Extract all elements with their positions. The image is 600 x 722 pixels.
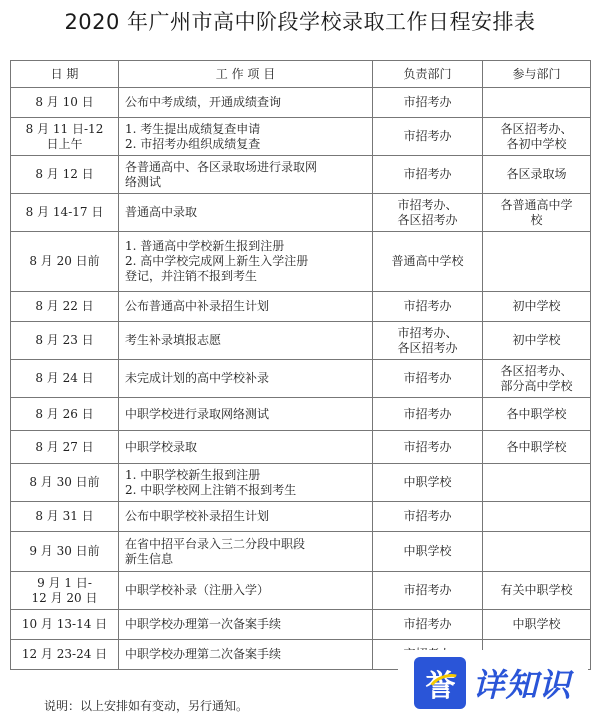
item-cell-line: 2. 市招考办组织成绩复查	[125, 136, 261, 151]
date-cell-line: 8 月 10 日	[35, 95, 94, 109]
date-cell-line: 8 月 11 日-12	[25, 121, 104, 136]
responsible-cell-line: 市招考办、	[397, 325, 458, 340]
item-cell-line: 2. 中职学校网上注销不报到考生	[125, 482, 297, 497]
item-cell-line: 在省中招平台录入三二分段中职段	[125, 536, 306, 551]
item-cell	[119, 360, 373, 398]
item-cell-line: 1. 中职学校新生报到注册	[125, 467, 261, 482]
participating-cell-line: 中职学校	[512, 617, 561, 631]
responsible-cell-line: 中职学校	[403, 475, 452, 489]
item-cell-line: 中职学校补录（注册入学）	[125, 583, 270, 597]
participating-cell-line: 有关中职学校	[500, 583, 573, 597]
item-cell-line: 登记，并注销不报到考生	[125, 269, 258, 283]
responsible-cell-line: 市招考办	[403, 167, 452, 181]
responsible-cell	[373, 118, 483, 156]
responsible-cell	[373, 532, 483, 572]
date-cell	[11, 232, 119, 292]
table-row	[11, 156, 591, 194]
table-row	[11, 360, 591, 398]
participating-cell-line: 初中学校	[512, 333, 561, 347]
participating-cell	[483, 360, 591, 398]
table-row	[11, 610, 591, 640]
item-cell	[119, 640, 373, 670]
participating-cell	[483, 292, 591, 322]
header-participating: 参与部门	[483, 61, 591, 88]
item-cell-line: 各普通高中、各区录取场进行录取网	[125, 159, 318, 174]
item-cell-line: 2. 高中学校完成网上新生入学注册	[125, 254, 309, 268]
date-cell-line: 12 月 23-24 日	[21, 647, 108, 661]
date-cell-line: 8 月 22 日	[35, 299, 94, 313]
date-cell-line: 8 月 20 日前	[29, 254, 100, 268]
date-cell-line: 8 月 24 日	[35, 371, 94, 385]
responsible-cell	[373, 194, 483, 232]
item-cell	[119, 502, 373, 532]
item-cell-line: 公布普通高中补录招生计划	[125, 299, 270, 313]
responsible-cell-line: 市招考办	[403, 299, 452, 313]
responsible-cell-line: 普通高中学校	[391, 254, 464, 268]
responsible-cell-line: 市招考办	[403, 129, 452, 143]
date-cell	[11, 322, 119, 360]
table-row	[11, 532, 591, 572]
participating-cell	[483, 156, 591, 194]
item-cell-line: 中职学校录取	[125, 439, 198, 454]
watermark-logo-icon: 誉	[414, 657, 466, 709]
item-cell	[119, 322, 373, 360]
item-cell	[119, 156, 373, 194]
date-cell-line: 8 月 27 日	[35, 439, 94, 454]
footnote: 说明：以上安排如有变动，另行通知。	[44, 699, 249, 713]
responsible-cell	[373, 464, 483, 502]
responsible-cell	[373, 156, 483, 194]
participating-cell	[483, 610, 591, 640]
item-cell-line: 中职学校办理第一次备案手续	[125, 617, 282, 631]
date-cell	[11, 156, 119, 194]
date-cell	[11, 572, 119, 610]
participating-cell	[483, 398, 591, 431]
table-row	[11, 502, 591, 532]
table-row	[11, 322, 591, 360]
header-responsible: 负责部门	[373, 61, 483, 88]
participating-cell	[483, 532, 591, 572]
responsible-cell-line: 各区招考办	[397, 212, 458, 227]
responsible-cell	[373, 398, 483, 431]
responsible-cell-line: 中职学校	[403, 544, 452, 558]
participating-cell	[483, 118, 591, 156]
date-cell-line: 8 月 26 日	[35, 406, 94, 421]
participating-cell-line: 校	[530, 212, 543, 227]
responsible-cell-line: 各区招考办	[397, 340, 458, 355]
item-cell	[119, 118, 373, 156]
date-cell	[11, 502, 119, 532]
participating-cell-line: 初中学校	[512, 299, 561, 313]
item-cell-line: 中职学校进行录取网络测试	[125, 406, 270, 421]
responsible-cell-line: 市招考办	[403, 509, 452, 523]
participating-cell	[483, 194, 591, 232]
date-cell	[11, 118, 119, 156]
item-cell	[119, 572, 373, 610]
date-cell	[11, 431, 119, 464]
responsible-cell	[373, 232, 483, 292]
participating-cell-line: 各区招考办、	[500, 363, 573, 378]
item-cell-line: 公布中职学校补录招生计划	[125, 509, 270, 523]
responsible-cell-line: 市招考办、	[397, 197, 458, 212]
item-cell	[119, 292, 373, 322]
participating-cell	[483, 322, 591, 360]
table-header-row	[11, 61, 591, 88]
date-cell	[11, 398, 119, 431]
item-cell	[119, 610, 373, 640]
participating-cell-line: 各中职学校	[506, 439, 567, 454]
schedule-table	[10, 60, 591, 670]
date-cell-line: 8 月 30 日前	[29, 475, 100, 489]
participating-cell	[483, 232, 591, 292]
date-cell	[11, 640, 119, 670]
date-cell	[11, 610, 119, 640]
item-cell-line: 1. 考生提出成绩复查申请	[125, 121, 261, 136]
responsible-cell-line: 市招考办	[403, 406, 452, 421]
participating-cell-line: 部分高中学校	[500, 378, 573, 393]
table-row	[11, 118, 591, 156]
responsible-cell-line: 市招考办	[403, 439, 452, 454]
date-cell-line: 10 月 13-14 日	[21, 617, 108, 631]
participating-cell	[483, 502, 591, 532]
responsible-cell-line: 市招考办	[403, 371, 452, 385]
item-cell	[119, 532, 373, 572]
participating-cell	[483, 431, 591, 464]
responsible-cell	[373, 431, 483, 464]
responsible-cell	[373, 88, 483, 118]
table-row	[11, 88, 591, 118]
item-cell	[119, 398, 373, 431]
responsible-cell-line: 市招考办	[403, 617, 452, 631]
item-cell-line: 1. 普通高中学校新生报到注册	[125, 239, 285, 253]
watermark-text: 详知识	[472, 666, 572, 704]
table-row	[11, 572, 591, 610]
header-date: 日 期	[11, 61, 119, 88]
date-cell-line: 8 月 12 日	[35, 167, 94, 181]
table-row	[11, 194, 591, 232]
responsible-cell	[373, 572, 483, 610]
responsible-cell	[373, 502, 483, 532]
responsible-cell	[373, 360, 483, 398]
date-cell	[11, 194, 119, 232]
responsible-cell	[373, 322, 483, 360]
item-cell-line: 络测试	[125, 174, 162, 189]
header-item: 工 作 项 目	[119, 61, 373, 88]
item-cell-line: 考生补录填报志愿	[125, 333, 222, 347]
item-cell	[119, 88, 373, 118]
table-row	[11, 292, 591, 322]
item-cell-line: 新生信息	[125, 551, 174, 566]
item-cell-line: 公布中考成绩，开通成绩查询	[125, 95, 282, 109]
date-cell	[11, 360, 119, 398]
participating-cell-line: 各普通高中学	[500, 197, 573, 212]
watermark	[398, 650, 588, 716]
item-cell-line: 未完成计划的高中学校补录	[125, 371, 270, 385]
item-cell	[119, 194, 373, 232]
page-title: 2020 年广州市高中阶段学校录取工作日程安排表	[64, 10, 536, 34]
item-cell-line: 普通高中录取	[125, 205, 198, 219]
item-cell-line: 中职学校办理第二次备案手续	[125, 647, 282, 661]
date-cell-line: 9 月 1 日-	[37, 575, 92, 590]
date-cell	[11, 292, 119, 322]
participating-cell-line: 各区录取场	[506, 167, 567, 181]
responsible-cell	[373, 610, 483, 640]
participating-cell	[483, 88, 591, 118]
table-row	[11, 232, 591, 292]
table-row	[11, 464, 591, 502]
participating-cell-line: 各中职学校	[506, 406, 567, 421]
participating-cell-line: 各区招考办、	[500, 121, 573, 136]
item-cell	[119, 232, 373, 292]
responsible-cell	[373, 292, 483, 322]
date-cell-line: 8 月 31 日	[35, 509, 94, 523]
table-row	[11, 431, 591, 464]
date-cell-line: 8 月 23 日	[35, 333, 94, 347]
participating-cell	[483, 572, 591, 610]
responsible-cell-line: 市招考办	[403, 583, 452, 597]
date-cell-line: 8 月 14-17 日	[25, 205, 104, 219]
participating-cell-line: 各初中学校	[506, 136, 567, 151]
table-row	[11, 398, 591, 431]
date-cell	[11, 88, 119, 118]
date-cell	[11, 532, 119, 572]
responsible-cell-line: 市招考办	[403, 95, 452, 109]
date-cell-line: 12 月 20 日	[31, 590, 98, 605]
participating-cell	[483, 464, 591, 502]
item-cell	[119, 431, 373, 464]
date-cell-line: 9 月 30 日前	[29, 544, 100, 558]
date-cell	[11, 464, 119, 502]
item-cell	[119, 464, 373, 502]
date-cell-line: 日上午	[46, 136, 83, 151]
